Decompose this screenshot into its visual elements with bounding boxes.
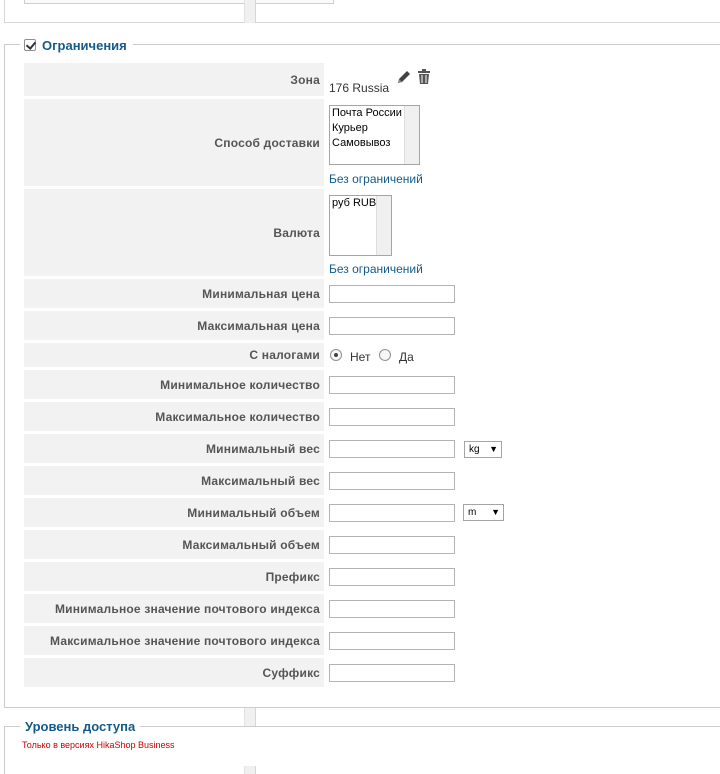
row-max-postcode <box>24 626 720 656</box>
weight-unit-value: kg <box>469 444 480 455</box>
row-currency <box>24 189 720 277</box>
currency-option[interactable]: руб RUB <box>332 197 377 209</box>
min-weight-label: Минимальный вес <box>24 434 326 464</box>
column-divider <box>244 708 256 726</box>
min-price-label: Минимальная цена <box>24 279 326 309</box>
zone-value: 176 Russia <box>329 81 390 95</box>
row-with-taxes <box>24 343 720 368</box>
row-min-postcode <box>24 594 720 624</box>
volume-unit-value: m <box>468 507 477 518</box>
restrictions-legend <box>20 37 133 53</box>
with-taxes-label: С налогами <box>24 343 326 368</box>
dropdown-arrow-icon: ▼ <box>489 444 498 454</box>
scrollbar[interactable] <box>404 106 419 164</box>
max-price-input[interactable] <box>329 317 455 335</box>
max-volume-input[interactable] <box>329 536 455 554</box>
shipping-option[interactable]: Курьер <box>332 122 368 134</box>
prefix-input[interactable] <box>329 568 455 586</box>
scrollbar[interactable] <box>376 196 391 255</box>
column-divider <box>244 766 256 774</box>
access-title: Уровень доступа <box>20 719 140 734</box>
max-weight-input[interactable] <box>329 472 455 490</box>
row-max-weight <box>24 466 720 496</box>
shipping-option[interactable]: Почта России <box>332 107 402 119</box>
volume-unit-select[interactable] <box>463 504 504 521</box>
row-max-volume <box>24 530 720 560</box>
trash-icon[interactable] <box>417 69 431 88</box>
taxes-yes-label: Да <box>399 350 414 364</box>
min-qty-input[interactable] <box>329 376 455 394</box>
shipping-select[interactable] <box>329 105 420 165</box>
row-min-weight <box>24 434 720 464</box>
restrictions-checkbox[interactable] <box>24 39 36 51</box>
currency-no-limit-link[interactable]: Без ограничений <box>329 262 423 276</box>
shipping-label: Способ доставки <box>24 99 326 187</box>
zone-label: Зона <box>24 63 326 97</box>
suffix-input[interactable] <box>329 664 455 682</box>
row-max-price <box>24 311 720 341</box>
taxes-yes-radio[interactable] <box>379 349 391 361</box>
access-note: Только в версиях HikaShop Business <box>22 740 175 750</box>
min-weight-input[interactable] <box>329 440 455 458</box>
currency-label: Валюта <box>24 189 326 277</box>
dropdown-arrow-icon: ▼ <box>491 507 500 517</box>
row-min-price <box>24 279 720 309</box>
shipping-option[interactable]: Самовывоз <box>332 137 391 149</box>
min-volume-input[interactable] <box>329 504 455 522</box>
weight-unit-select[interactable] <box>464 441 502 458</box>
taxes-no-radio[interactable] <box>330 349 342 361</box>
max-qty-input[interactable] <box>329 408 455 426</box>
currency-select[interactable] <box>329 195 392 256</box>
shipping-no-limit-link[interactable]: Без ограничений <box>329 172 423 186</box>
previous-section-box <box>24 0 334 4</box>
row-shipping <box>24 99 720 187</box>
row-prefix <box>24 562 720 592</box>
taxes-no-label: Нет <box>350 350 371 364</box>
restrictions-title: Ограничения <box>42 37 127 53</box>
row-suffix <box>24 658 720 688</box>
min-price-input[interactable] <box>329 285 455 303</box>
suffix-label: Суффикс <box>24 658 326 688</box>
min-qty-label: Минимальное количество <box>24 370 326 400</box>
min-volume-label: Минимальный объем <box>24 498 326 528</box>
row-min-qty <box>24 370 720 400</box>
pencil-icon[interactable] <box>396 69 412 88</box>
max-qty-label: Максимальное количество <box>24 402 326 432</box>
min-postcode-label: Минимальное значение почтового индекса <box>24 594 326 624</box>
prefix-label: Префикс <box>24 562 326 592</box>
max-volume-label: Максимальный объем <box>24 530 326 560</box>
row-min-volume <box>24 498 720 528</box>
row-zone <box>24 63 720 97</box>
row-max-qty <box>24 402 720 432</box>
column-divider <box>244 0 256 23</box>
min-postcode-input[interactable] <box>329 600 455 618</box>
max-weight-label: Максимальный вес <box>24 466 326 496</box>
max-postcode-input[interactable] <box>329 632 455 650</box>
max-postcode-label: Максимальное значение почтового индекса <box>24 626 326 656</box>
max-price-label: Максимальная цена <box>24 311 326 341</box>
